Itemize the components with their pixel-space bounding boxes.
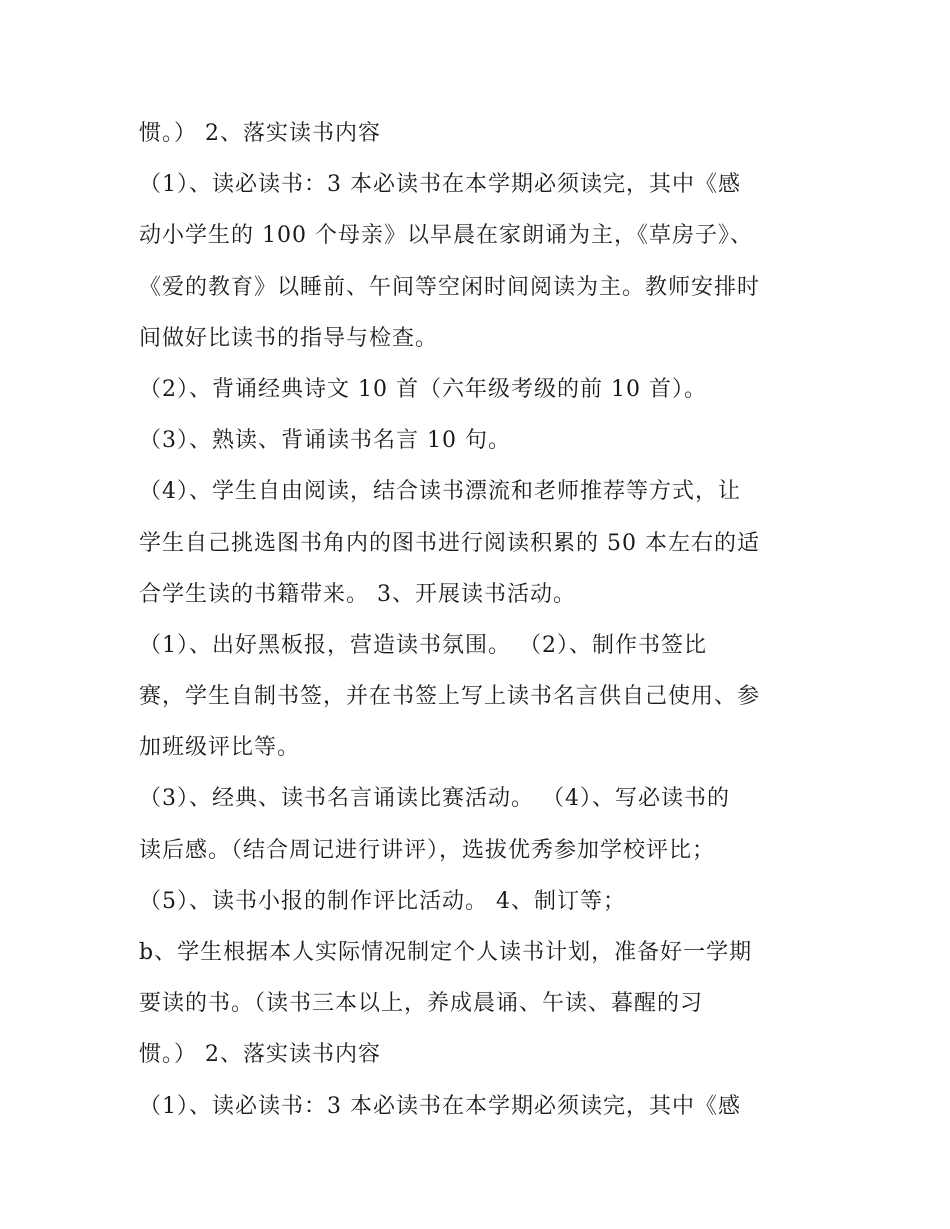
text-line-18: 要读的书。（读书三本以上，养成晨诵、午读、暮醒的习 bbox=[139, 991, 704, 1017]
text-line-9: 学生自己挑选图书角内的图书进行阅读积累的 50 本左右的适 bbox=[139, 530, 760, 556]
text-line-5: 间做好比读书的指导与检查。 bbox=[139, 325, 439, 351]
text-line-20: （1）、读必读书：3 本必读书在本学期必须读完，其中《感 bbox=[139, 1093, 741, 1119]
text-line-12: 赛，学生自制书签，并在书签上写上读书名言供自己使用、参 bbox=[139, 684, 761, 710]
text-line-11: （1）、出好黑板报，营造读书氛围。 （2）、制作书签比 bbox=[139, 632, 707, 658]
document-body bbox=[139, 108, 819, 1132]
text-line-7: （3）、熟读、背诵读书名言 10 句。 bbox=[139, 428, 511, 454]
text-line-8: （4）、学生自由阅读，结合读书漂流和老师推荐等方式，让 bbox=[139, 479, 741, 505]
text-line-19: 惯。） 2、落实读书内容 bbox=[139, 1042, 381, 1068]
text-line-13: 加班级评比等。 bbox=[139, 735, 301, 761]
text-line-10: 合学生读的书籍带来。 3、开展读书活动。 bbox=[139, 581, 576, 607]
text-line-3: 动小学生的 100 个母亲》以早晨在家朗诵为主，《草房子》、 bbox=[139, 223, 753, 249]
text-line-14: （3）、经典、读书名言诵读比赛活动。 （4）、写必读书的 bbox=[139, 786, 730, 812]
text-line-1: 惯。） 2、落实读书内容 bbox=[139, 121, 381, 146]
text-line-6: （2）、背诵经典诗文 10 首（六年级考级的前 10 首）。 bbox=[139, 376, 707, 402]
text-line-2: （1）、读必读书：3 本必读书在本学期必须读完，其中《感 bbox=[139, 172, 741, 198]
text-line-15: 读后感。（结合周记进行讲评），选拔优秀参加学校评比； bbox=[139, 837, 716, 863]
text-line-17: b、学生根据本人实际情况制定个人读书计划，准备好一学期 bbox=[139, 940, 753, 965]
text-line-4: 《爱的教育》以睡前、午间等空闲时间阅读为主。教师安排时 bbox=[139, 274, 761, 300]
text-line-16: （5）、读书小报的制作评比活动。 4、制订等； bbox=[139, 888, 626, 914]
